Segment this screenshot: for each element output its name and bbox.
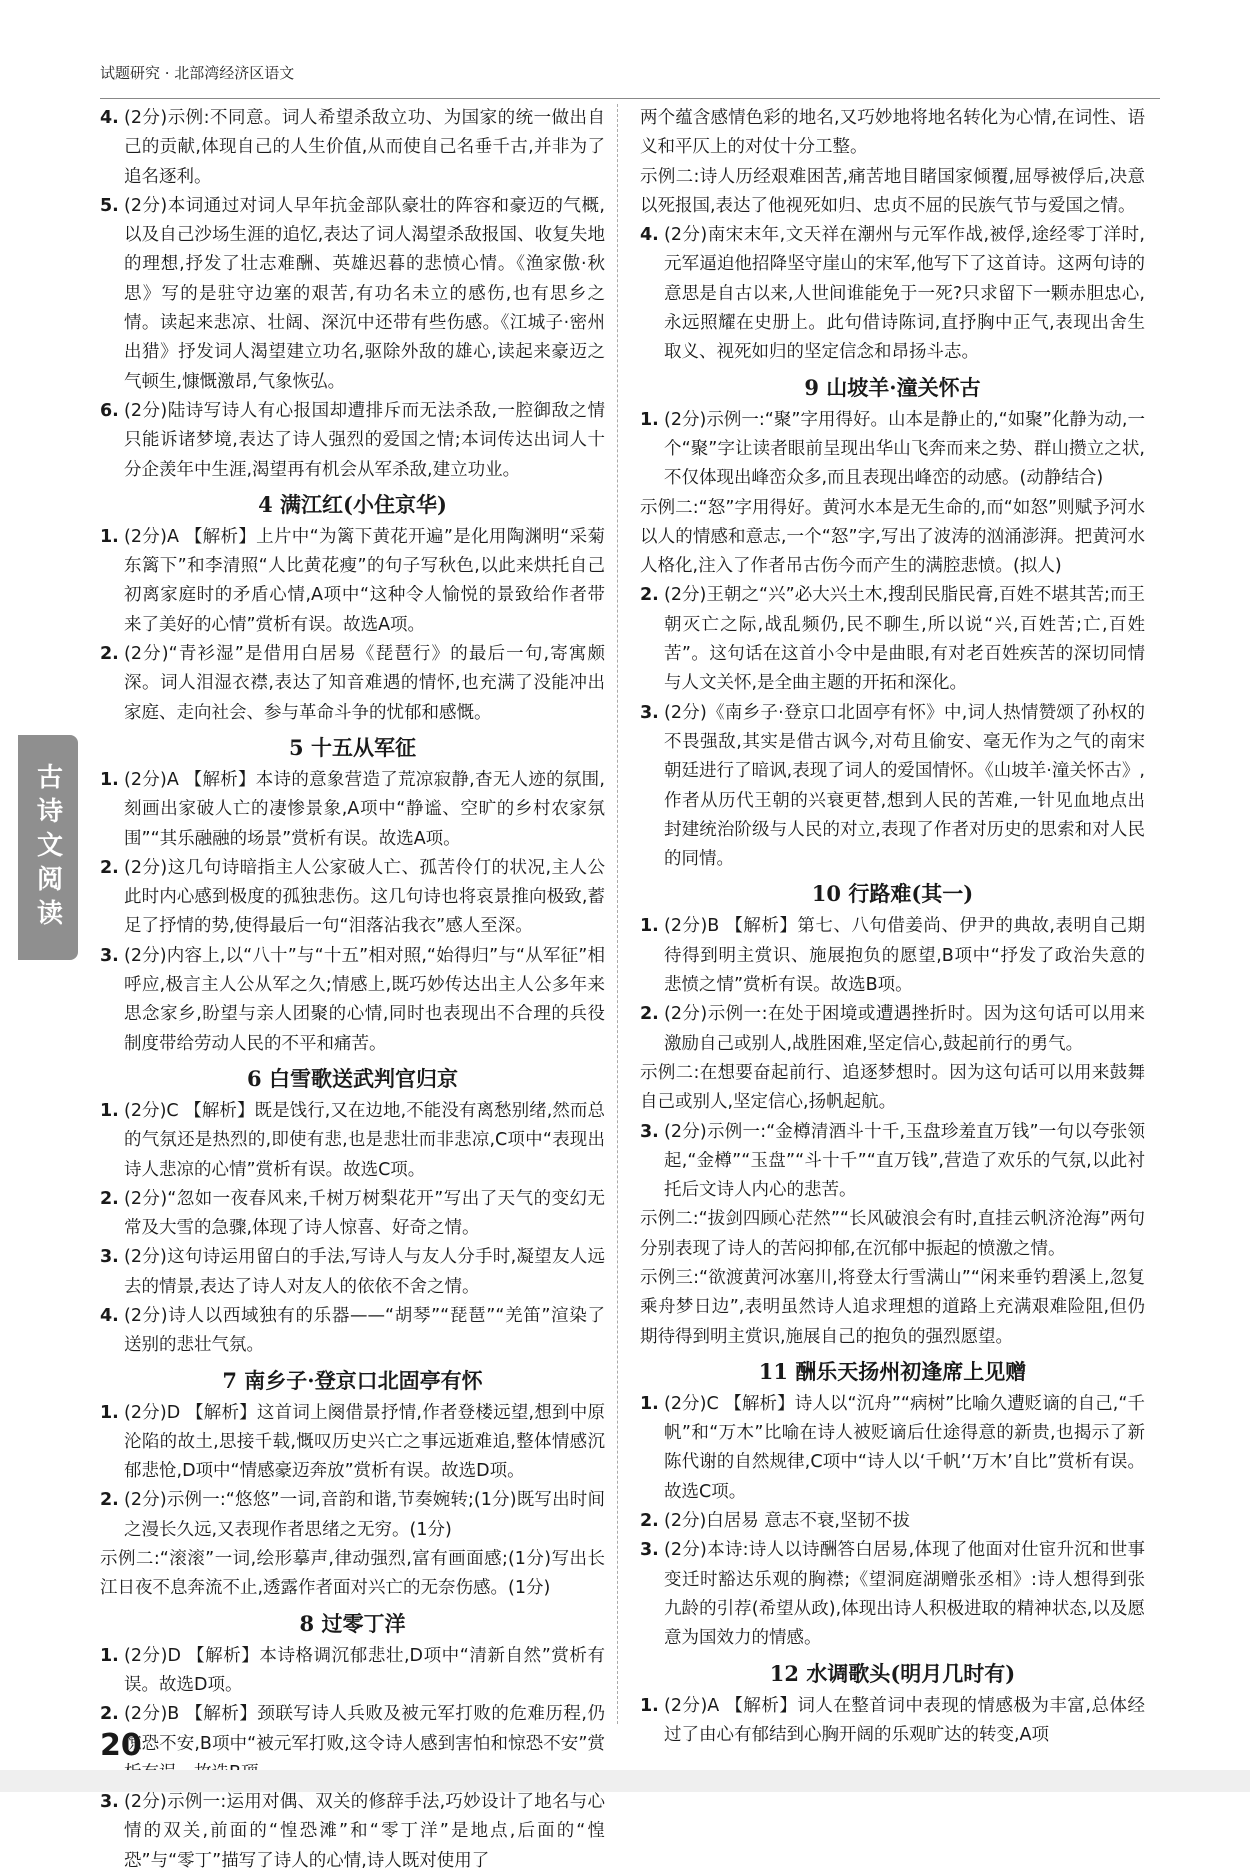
answer-paragraph: 示例二:在想要奋起前行、追逐梦想时。因为这句话可以用来鼓舞自己或别人,坚定信心,扬帆起航。 — [640, 1062, 1145, 1113]
answer-item — [100, 1642, 605, 1701]
answer-item — [640, 912, 1145, 1000]
item-number: 3. — [640, 1121, 659, 1142]
answer-item — [100, 397, 605, 485]
item-text: (2分)C 【解析】诗人以“沉舟”“病树”比喻久遭贬谪的自己,“千帆”和“万木”比喻在诗人被贬谪后仕途得意的新贵,也揭示了新陈代谢的自然规律,C项中“诗人以‘千帆’‘万木’自比”赏析有误。故选C项。 — [664, 1393, 1145, 1502]
answer-item — [100, 104, 605, 192]
answer-item — [100, 1185, 605, 1244]
section-title: 5 十五从军征 — [289, 734, 416, 760]
item-text: (2分)A 【解析】上片中“为篱下黄花开遍”是化用陶渊明“采菊东篱下”和李清照“人比黄花瘦”的句子写秋色,以此来烘托自己初离家庭时的矛盾心情,A项中“这种令人愉悦的景致给作者带来了美好的心情”赏析有误。故选A项。 — [124, 526, 605, 635]
answer-paragraph: 示例三:“欲渡黄河冰塞川,将登太行雪满山”“闲来垂钓碧溪上,忽复乘舟梦日边”,表明虽然诗人追求理想的道路上充满艰难险阻,但仍期待得到明主赏识,施展自己的抱负的强烈愿望。 — [640, 1267, 1145, 1347]
item-number: 2. — [640, 585, 659, 606]
answer-item — [100, 1302, 605, 1361]
header-rule — [100, 98, 1160, 99]
item-text: (2分)A 【解析】本诗的意象营造了荒凉寂静,杳无人迹的氛围,刻画出家破人亡的凄惨景象,A项中“静谧、空旷的乡村农家氛围”“其乐融融的场景”赏析有误。故选A项。 — [124, 769, 605, 849]
section-side-tab — [18, 735, 78, 960]
answer-item — [640, 1118, 1145, 1206]
item-number: 2. — [100, 644, 119, 665]
item-number: 2. — [100, 1704, 119, 1725]
section-title: 7 南乡子·登京口北固亭有怀 — [222, 1367, 483, 1393]
item-text: (2分)示例一:“聚”字用得好。山本是静止的,“如聚”化静为动,一个“聚”字让读者眼前呈现出华山飞奔而来之势、群山攒立之状,不仅体现出峰峦众多,而且表现出峰峦的动感。(动静结合) — [664, 409, 1145, 489]
item-text: (2分)示例一:“悠悠”一词,音韵和谐,节奏婉转;(1分)既写出时间之漫长久远,又表现作者思绪之无穷。(1分) — [124, 1490, 605, 1540]
answer-item — [640, 1390, 1145, 1507]
item-text: (2分)B 【解析】颈联写诗人兵败及被元军打败的危难历程,仍惊恐不安,B项中“被元军打败,这令诗人感到害怕和惊恐不安”赏 — [124, 1704, 605, 1754]
item-text: (2分)示例:不同意。词人希望杀敌立功、为国家的统一做出自己的贡献,体现自己的人生价值,从而使自己名垂千古,并非为了追名逐利。 — [124, 108, 605, 187]
answer-item — [100, 942, 605, 1059]
answer-item — [100, 1243, 605, 1302]
item-text: (2分)陆诗写诗人有心报国却遭排斥而无法杀敌,一腔御敌之情只能诉诸梦境,表达了诗人强烈的爱国之情;本词传达出词人十分企羡年中生涯,渴望再有机会从军杀敌,建立功业。 — [124, 400, 605, 480]
item-text: (2分)内容上,以“八十”与“十五”相对照,“始得归”与“从军征”相呼应,极言主人公从军之久;情感上,既巧妙传达出主人公多年来思念家乡,盼望与亲人团聚的心情,同时也表现出不合理的兵役制度带给劳动人民的不平和痛苦。 — [124, 945, 605, 1054]
item-number: 3. — [100, 945, 119, 966]
answer-item — [100, 523, 605, 640]
item-number: 3. — [640, 702, 659, 723]
section-title: 10 行路难(其一) — [811, 881, 974, 907]
item-number: 1. — [640, 409, 659, 430]
answer-paragraph: 两个蕴含感情色彩的地名,又巧妙地将地名转化为心情,在词性、语义和平仄上的对仗十分工整。 — [640, 108, 1145, 158]
answer-item — [640, 581, 1145, 698]
item-text: (2分)D 【解析】本诗格调沉郁悲壮,D项中“清新自然”赏析有误。故选D项。 — [124, 1645, 605, 1695]
answer-item — [100, 192, 605, 397]
side-tab-label: 古诗文阅读 — [32, 762, 63, 933]
section-title: 8 过零丁洋 — [299, 1610, 406, 1636]
item-number: 2. — [100, 1490, 119, 1511]
item-text: (2分)示例一:“金樽清酒斗十千,玉盘珍羞直万钱”一句以夸张领起,“金樽”“玉盘”“斗十千”“直万钱”,营造了欢乐的气氛,以此衬托后文诗人内心的悲苦。 — [664, 1121, 1145, 1201]
section-title: 4 满江红(小住京华) — [258, 491, 447, 517]
item-text: (2分)示例一:在处于困境或遭遇挫折时。因为这句话可以用来激励自己或别人,战胜困难,坚定信心,鼓起前行的勇气。 — [664, 1004, 1145, 1054]
item-text: (2分)“青衫湿”是借用白居易《琵琶行》的最后一句,寄寓颇深。词人泪湿衣襟,表达了知音难遇的情怀,也充满了没能冲出家庭、走向社会、参与革命斗争的忧郁和感慨。 — [124, 644, 605, 723]
item-number: 4. — [100, 108, 119, 128]
answer-item — [640, 1692, 1145, 1751]
item-number: 1. — [100, 526, 119, 547]
item-text: (2分)示例一:运用对偶、双关的修辞手法,巧妙设计了地名与心情的双关,前面的“惶恐滩”和“零丁洋”是地点,后面的“惶恐”与“零丁”描写了诗人的心情,诗人既对使用了 — [124, 1792, 605, 1871]
running-header: 试题研究 · 北部湾经济区语文 — [100, 64, 295, 82]
item-text: (2分)C 【解析】既是饯行,又在边地,不能没有离愁别绪,然而总的气氛还是热烈的,即使有悲,也是悲壮而非悲凉,C项中“表现出诗人悲凉的心情”赏析有误。故选C项。 — [124, 1100, 605, 1180]
item-number: 2. — [100, 1188, 119, 1209]
item-number: 3. — [100, 1792, 119, 1813]
answer-item — [100, 854, 605, 942]
item-number: 6. — [100, 400, 119, 421]
answer-item — [640, 406, 1145, 494]
item-text: (2分)《南乡子·登京口北固亭有怀》中,词人热情赞颂了孙权的不畏强敌,其实是借古讽今,对苟且偷安、毫无作为之气的南宋朝廷进行了暗讽,表现了词人的爱国情怀。《山坡羊·潼关怀古》,作者从历代王朝的兴衰更替,想到人民的苦难,一针见血地点出封建统治阶级与人民的对立,表现了作者对历史的思索和对人民的同情。 — [664, 702, 1145, 870]
item-number: 3. — [640, 1540, 659, 1561]
answer-item — [640, 699, 1145, 875]
item-number: 2. — [640, 1004, 659, 1025]
item-text: (2分)“忽如一夜春风来,千树万树梨花开”写出了天气的变幻无常及大雪的急骤,体现了诗人惊喜、好奇之情。 — [124, 1188, 605, 1239]
item-number: 1. — [640, 916, 659, 937]
column-divider — [617, 104, 618, 1724]
left-column — [100, 104, 605, 1876]
item-text: (2分)本词通过对词人早年抗金部队豪壮的阵容和豪迈的气概,以及自己沙场生涯的追忆,表达了词人渴望杀敌报国、收复失地的理想,抒发了壮志难酬、英雄迟暮的悲愤心情。《渔家傲·秋思》写的是驻守边塞的艰苦,有功名未立的感伤,也有思乡之情。读起来悲凉、壮阔、深沉中还带有些伤感。《江城子·密州出猎》抒发词人渴望建立功名,驱除外敌的雄心,读起来豪迈之气顿生,慷慨激昂,气象恢弘。 — [124, 195, 605, 392]
answer-item — [640, 1000, 1145, 1059]
item-text: (2分)D 【解析】这首词上阕借景抒情,作者登楼远望,想到中原沦陷的故土,思接千载,慨叹历史兴亡之事远逝难追,整体情感沉郁悲怆,D项中“情感豪迈奔放”赏析有误。故选D项。 — [124, 1402, 605, 1482]
answer-item — [100, 1788, 605, 1876]
item-number: 1. — [100, 1645, 119, 1666]
answer-paragraph: 示例二:“滚滚”一词,绘形摹声,律动强烈,富有画面感;(1分)写出长江日夜不息奔流不止,透露作者面对兴亡的无奈伤感。(1分) — [100, 1549, 605, 1599]
item-text: (2分)这句诗运用留白的手法,写诗人与友人分手时,凝望友人远去的情景,表达了诗人对友人的依依不舍之情。 — [124, 1247, 605, 1297]
section-title: 9 山坡羊·潼关怀古 — [804, 374, 981, 400]
section-title: 12 水调歌头(明月几时有) — [769, 1660, 1016, 1686]
answer-item — [100, 1486, 605, 1545]
item-number: 2. — [640, 1511, 659, 1532]
item-text: (2分)王朝之“兴”必大兴土木,搜刮民脂民膏,百姓不堪其苦;而王朝灭亡之际,战乱频仍,民不聊生,所以说“兴,百姓苦;亡,百姓苦”。这句话在这首小令中是曲眼,有对老百姓疾苦的深切同情与人文关怀,是全曲主题的开拓和深化。 — [664, 585, 1145, 694]
page-number: 20 — [100, 1728, 142, 1763]
item-number: 4. — [640, 225, 659, 246]
answer-item — [100, 766, 605, 854]
answer-item — [100, 640, 605, 728]
item-number: 1. — [100, 1402, 119, 1423]
item-text: (2分)本诗:诗人以诗酬答白居易,体现了他面对仕宦升沉和世事变迁时豁达乐观的胸襟;《望洞庭湖赠张丞相》:诗人想得到张九龄的引荐(希望从政),体现出诗人积极进取的精神状态,以及愿意为国效力的情感。 — [664, 1540, 1145, 1649]
section-title: 11 酬乐天扬州初逢席上见赠 — [758, 1358, 1027, 1384]
answer-item — [640, 1507, 1145, 1536]
item-number: 1. — [100, 1100, 119, 1121]
item-text: (2分)南宋末年,文天祥在潮州与元军作战,被俘,途经零丁洋时,元军逼迫他招降坚守崖山的宋军,他写下了这首诗。这两句诗的意思是自古以来,人世间谁能免于一死?只求留下一颗赤胆忠心,永远照耀在史册上。此句借诗陈词,直抒胸中正气,表现出舍生取义、视死如归的坚定信念和昂扬斗志。 — [664, 225, 1145, 363]
answer-paragraph: 示例二:“拔剑四顾心茫然”“长风破浪会有时,直挂云帆济沧海”两句分别表现了诗人的苦闷抑郁,在沉郁中振起的愤激之情。 — [640, 1209, 1145, 1259]
item-text: (2分)诗人以西域独有的乐器——“胡琴”“琵琶”“羌笛”渲染了送别的悲壮气氛。 — [124, 1305, 605, 1356]
item-text: (2分)白居易 意志不衰,坚韧不拔 — [664, 1511, 910, 1532]
item-number: 1. — [100, 769, 119, 790]
section-title: 6 白雪歌送武判官归京 — [247, 1065, 458, 1091]
item-text: (2分)这几句诗暗指主人公家破人亡、孤苦伶仃的状况,主人公此时内心感到极度的孤独悲伤。这几句诗也将哀景推向极致,蓄足了抒情的势,使得最后一句“泪落沾我衣”感人至深。 — [124, 857, 605, 937]
answer-item — [100, 1097, 605, 1185]
item-number: 4. — [100, 1305, 119, 1326]
answer-item — [640, 1536, 1145, 1653]
item-number: 1. — [640, 1393, 659, 1414]
answer-paragraph: 示例二:诗人历经艰难困苦,痛苦地目睹国家倾覆,屈辱被俘后,决意以死报国,表达了他视死如归、忠贞不屈的民族气节与爱国之情。 — [640, 166, 1145, 216]
item-text: (2分)B 【解析】第七、八句借姜尚、伊尹的典故,表明自己期待得到明主赏识、施展抱负的愿望,B项中“抒发了政治失意的悲愤之情”赏析有误。故选B项。 — [664, 916, 1145, 996]
item-number: 1. — [640, 1695, 659, 1716]
item-text: (2分)A 【解析】词人在整首词中表现的情感极为丰富,总体经过了由心有郁结到心胸开阔的乐观旷达的转变,A项 — [664, 1695, 1145, 1745]
right-column — [640, 104, 1145, 1750]
answer-item — [100, 1399, 605, 1487]
answer-paragraph: 示例二:“怒”字用得好。黄河水本是无生命的,而“如怒”则赋予河水以人的情感和意志,一个“怒”字,写出了波涛的汹涌澎湃。把黄河水人格化,注入了作者吊古伤今而产生的满腔悲愤。(拟人) — [640, 497, 1145, 577]
item-number: 3. — [100, 1247, 119, 1268]
item-number: 2. — [100, 857, 119, 878]
footer-bar — [0, 1770, 1250, 1792]
answer-item — [640, 221, 1145, 367]
item-number: 5. — [100, 195, 119, 216]
